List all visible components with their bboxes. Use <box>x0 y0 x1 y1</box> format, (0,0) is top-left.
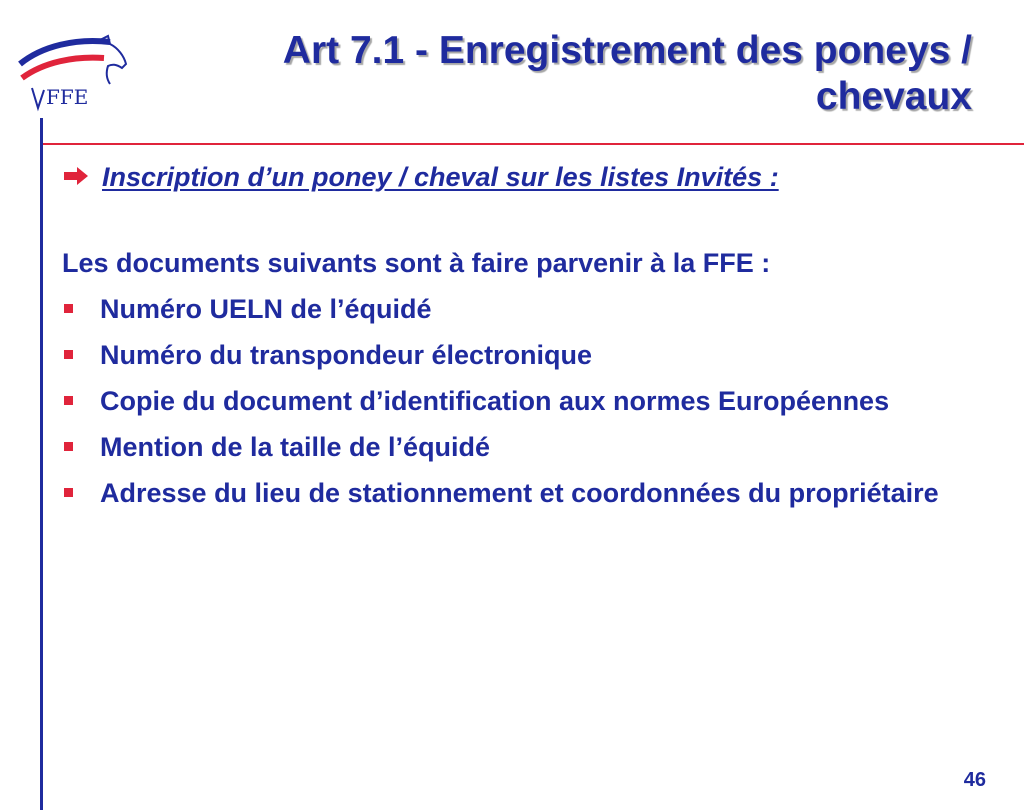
list-item-text: Numéro du transpondeur électronique <box>100 340 593 370</box>
list-item-text: Numéro UELN de l’équidé <box>100 294 432 324</box>
square-bullet-icon <box>64 442 73 451</box>
sub-heading-row <box>62 160 992 194</box>
intro-text: Les documents suivants sont à faire parvenir à la FFE : <box>62 248 771 278</box>
list-item-text: Copie du document d’identification aux normes Européennes <box>100 386 890 416</box>
sub-heading: Inscription d’un poney / cheval sur les listes Invités : <box>102 162 779 192</box>
list-item <box>62 476 992 510</box>
title-line-1: Art 7.1 - Enregistrement des poneys / <box>282 29 972 72</box>
list-item-text: Adresse du lieu de stationnement et coordonnées du propriétaire <box>100 478 939 508</box>
square-bullet-icon <box>64 396 73 405</box>
logo-text: FFE <box>46 85 89 109</box>
slide-title <box>132 28 972 120</box>
ffe-horse-logo-icon <box>14 34 132 114</box>
square-bullet-icon <box>64 488 73 497</box>
list-item <box>62 430 992 464</box>
list-item <box>62 384 992 418</box>
list-item <box>62 338 992 372</box>
title-line-2: chevaux <box>815 75 972 118</box>
ffe-logo <box>14 34 132 114</box>
page-number: 46 <box>963 769 986 791</box>
documents-list <box>62 292 992 510</box>
square-bullet-icon <box>64 350 73 359</box>
title-underline-rule <box>42 143 1024 145</box>
right-arrow-icon <box>62 165 90 187</box>
list-item <box>62 292 992 326</box>
list-item-text: Mention de la taille de l’équidé <box>100 432 491 462</box>
left-vertical-rule <box>40 118 43 810</box>
square-bullet-icon <box>64 304 73 313</box>
slide-body <box>62 160 992 522</box>
